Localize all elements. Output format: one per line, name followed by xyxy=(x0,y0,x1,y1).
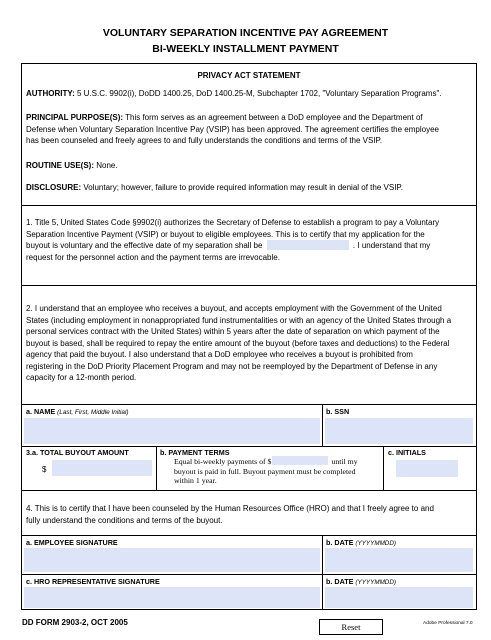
divider xyxy=(21,404,477,405)
payment-terms-label: b. PAYMENT TERMS xyxy=(160,448,230,457)
divider xyxy=(322,404,323,446)
purpose-line-3: has been counseled and freely agrees to and fully understands the conditions and terms of the VSIP. xyxy=(26,136,383,145)
payment-terms-line-3: within 1 year. xyxy=(174,476,217,485)
item-1-line-3: buyout is voluntary and the effective date of my separation shall be . I understand that my xyxy=(26,241,431,250)
payment-terms-text xyxy=(174,456,380,486)
divider xyxy=(21,446,477,447)
name-hint: (Last, First, Middle Initial) xyxy=(57,409,129,416)
disclosure-statement xyxy=(26,182,474,194)
item-2-line: agency that paid the buyout. I also understand that a DoD employee who receives a buyout is prohibited from xyxy=(26,350,413,359)
payment-terms-line-1: Equal bi-weekly payments of $ until my xyxy=(174,457,358,466)
hro-date-label: b. DATE (YYYYMMDD) xyxy=(326,577,397,586)
hro-signature-input[interactable] xyxy=(24,587,320,608)
privacy-heading: PRIVACY ACT STATEMENT xyxy=(197,71,301,80)
disclosure-label: DISCLOSURE: xyxy=(26,183,82,192)
employee-signature-input[interactable] xyxy=(24,548,320,572)
divider xyxy=(21,205,477,206)
form-title: VOLUNTARY SEPARATION INCENTIVE PAY AGREEMENT xyxy=(102,27,389,39)
software-version: Adobe Professional 7.0 xyxy=(423,621,473,626)
item-4-line: fully understand the conditions and terms of the buyout. xyxy=(26,515,223,525)
divider xyxy=(21,574,477,575)
item-1-paragraph xyxy=(26,217,474,263)
authority-label: AUTHORITY: xyxy=(26,89,75,98)
employee-date-label: b. DATE (YYYYMMDD) xyxy=(326,538,397,547)
purpose-statement xyxy=(26,112,474,147)
employee-signature-label: a. EMPLOYEE SIGNATURE xyxy=(26,538,118,547)
form-id: DD FORM 2903-2, OCT 2005 xyxy=(22,618,128,627)
divider xyxy=(383,446,384,490)
purpose-label: PRINCIPAL PURPOSE(S): xyxy=(26,113,124,122)
item-2-line: registering in the DoD Priority Placement Program and may not be reemployed by the Department of Defense in any xyxy=(26,361,438,371)
ssn-input[interactable] xyxy=(325,418,473,444)
item-2-line: 2. I understand that an employee who receives a buyout, and accepts employment with the Government of the United xyxy=(26,304,442,313)
total-buyout-input[interactable] xyxy=(52,460,152,476)
date-format-hint: (YYYYMMDD) xyxy=(355,579,397,586)
payment-terms-line-2: buyout is paid in full. Buyout payment must be completed xyxy=(174,466,356,476)
item-4-line: 4. This is to certify that I have been counseled by the Human Resources Office (HRO) and that I freely agree to and xyxy=(26,504,434,513)
separation-date-input[interactable] xyxy=(267,240,349,250)
divider xyxy=(322,535,323,610)
routine-use-statement xyxy=(26,160,118,172)
purpose-line-1: This form serves as an agreement between a DoD employee and the Department of xyxy=(125,113,423,122)
total-buyout-label: 3.a. TOTAL BUYOUT AMOUNT xyxy=(26,448,129,457)
authority-statement xyxy=(26,88,474,100)
disclosure-text: Voluntary; however, failure to provide required information may result in denial of the VSIP. xyxy=(83,183,403,192)
item-2-line: buyout is based, shall be required to repay the entire amount of the buyout (before taxes and deductions) to the Federal xyxy=(26,338,450,348)
hro-signature-label: c. HRO REPRESENTATIVE SIGNATURE xyxy=(26,577,160,586)
item-2-line: States (including employment in nonappropriated fund instrumentalities or with an agency of the United States through a xyxy=(26,315,452,325)
initials-label: c. INITIALS xyxy=(388,448,426,457)
divider xyxy=(21,535,477,536)
date-format-hint: (YYYYMMDD) xyxy=(355,540,397,547)
routine-label: ROUTINE USE(S): xyxy=(26,161,94,170)
item-1-line: Separation Incentive Payment (VSIP) or buyout to eligible employees. This is to certify that my application for the xyxy=(26,229,425,239)
name-input[interactable] xyxy=(24,418,320,444)
reset-button[interactable]: Reset xyxy=(319,619,383,635)
item-1-line: 1. Title 5, United States Code §9902(i) authorizes the Secretary of Defense to establish a program to pay a Voluntary xyxy=(26,218,440,227)
item-1-line: request for the personnel action and the payment terms are irrevocable. xyxy=(26,252,280,262)
divider xyxy=(156,446,157,490)
authority-text: 5 U.S.C. 9902(i), DoDD 1400.25, DoD 1400.25-M, Subchapter 1702, "Voluntary Separation Programs". xyxy=(76,89,442,98)
initials-input[interactable] xyxy=(396,460,458,477)
divider xyxy=(21,285,477,286)
employee-date-input[interactable] xyxy=(325,548,473,572)
routine-text: None. xyxy=(96,161,118,170)
name-label: a. NAME (Last, First, Middle Initial) xyxy=(26,407,129,416)
item-2-paragraph xyxy=(26,303,474,384)
form-subtitle: BI-WEEKLY INSTALLMENT PAYMENT xyxy=(152,43,339,55)
ssn-label: b. SSN xyxy=(326,407,350,416)
purpose-line-2: Defense when Voluntary Separation Incentive Pay (VSIP) has been approved. The agreement certifies the employee xyxy=(26,124,439,134)
dollar-sign: $ xyxy=(42,465,47,474)
item-2-line: capacity for a 12-month period. xyxy=(26,373,137,382)
item-2-line: personal services contract with the United States) within 5 years after the date of separation on which payment of the xyxy=(26,327,440,336)
biweekly-amount-input[interactable] xyxy=(272,456,328,465)
divider xyxy=(21,490,477,491)
hro-date-input[interactable] xyxy=(325,587,473,608)
item-4-paragraph xyxy=(26,503,474,526)
